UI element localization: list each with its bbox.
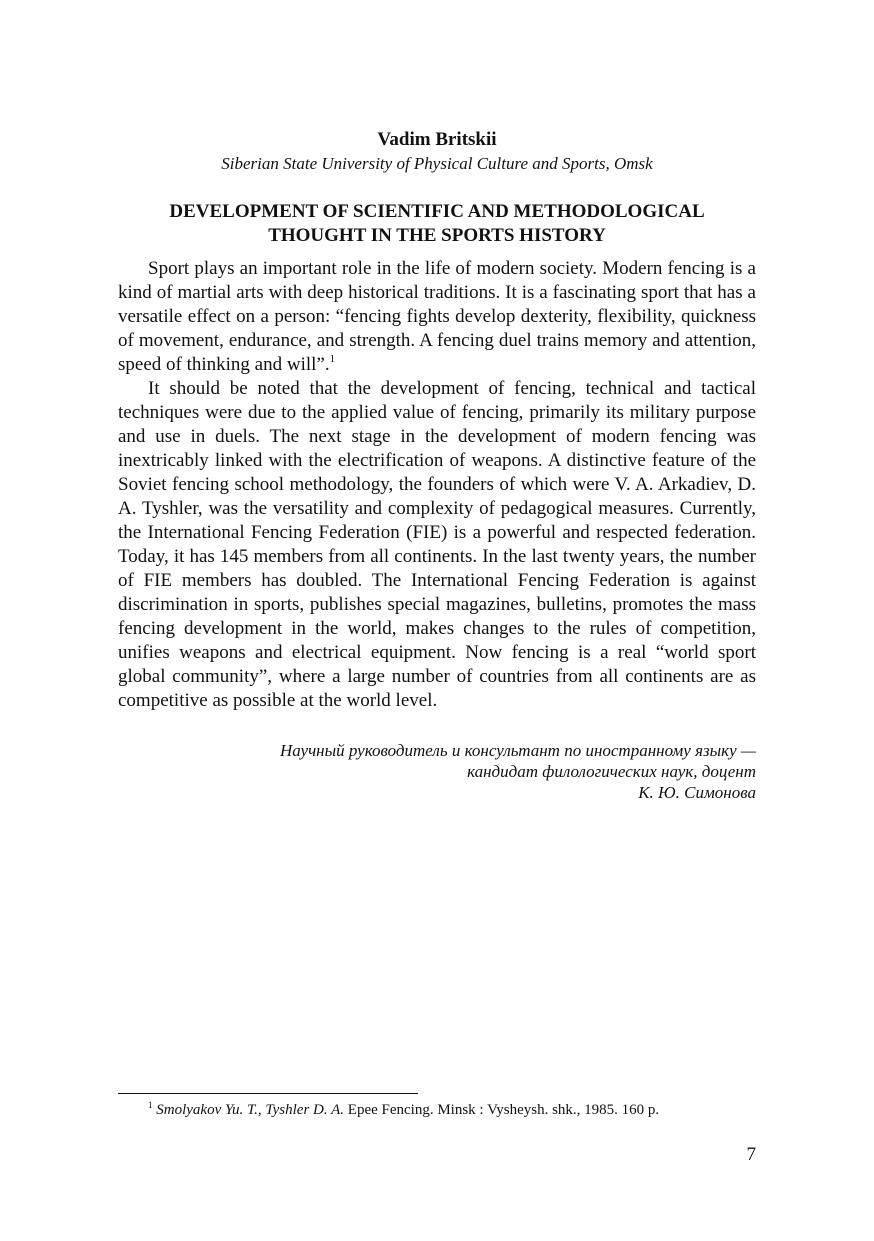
article xyxy=(118,128,756,803)
page-number: 7 xyxy=(746,1144,756,1165)
body-paragraph-2: It should be noted that the development of fencing, technical and tactical techniques were due to the applied value of fencing, primarily its military purpose and use in duels. The next stage in the development of modern fencing was inextricably linked with the electrification of weapons. A distinctive feature of the Soviet fencing school methodology, the founders of which were V. A. Arkadiev, D. A. Tyshler, was the versatility and complexity of pedagogical measures. Currently, the International Fencing Federation (FIE) is a powerful and respected federation. Today, it has 145 members from all continents. In the last twenty years, the number of FIE members has doubled. The International Fencing Federation is against discrimination in sports, publishes special magazines, bulletins, promotes the mass fencing development in the world, makes changes to the rules of competition, unifies weapons and electrical equipment. Now fencing is a real “world sport global community”, where a large number of countries from all continents are as competitive as possible at the world level. xyxy=(118,378,756,711)
body-paragraph-1-text: Sport plays an important role in the life of modern society. Modern fencing is a kind of martial arts with deep historical traditions. It is a fascinating sport that has a versatile effect on a person: “fencing fights develop dexterity, flexibility, quickness of movement, endurance, and strength. A fencing duel trains memory and attention, speed of thinking and will”. xyxy=(118,258,756,375)
article-title xyxy=(118,200,756,248)
supervisor-line-3: К. Ю. Симонова xyxy=(638,783,756,802)
body-paragraph-1 xyxy=(118,257,756,377)
footnote-authors: Smolyakov Yu. T., Tyshler D. A. xyxy=(156,1102,345,1118)
footnote xyxy=(148,1100,659,1120)
supervisor-block xyxy=(118,740,756,803)
footnote-divider xyxy=(118,1093,418,1094)
title-line-1: DEVELOPMENT OF SCIENTIFIC AND METHODOLOGICAL xyxy=(169,201,705,222)
supervisor-line-1: Научный руководитель и консультант по иностранному языку — xyxy=(279,741,756,760)
author-name: Vadim Britskii xyxy=(377,129,497,150)
footnote-marker: 1 xyxy=(148,1100,153,1110)
author-affiliation: Siberian State University of Physical Culture and Sports, Omsk xyxy=(221,154,653,173)
title-line-2: THOUGHT IN THE SPORTS HISTORY xyxy=(268,225,606,246)
footnote-citation: Epee Fencing. Minsk : Vysheysh. shk., 1985. 160 p. xyxy=(347,1102,660,1118)
supervisor-line-2: кандидат филологических наук, доцент xyxy=(467,762,756,781)
footnote-reference: 1 xyxy=(329,353,336,365)
